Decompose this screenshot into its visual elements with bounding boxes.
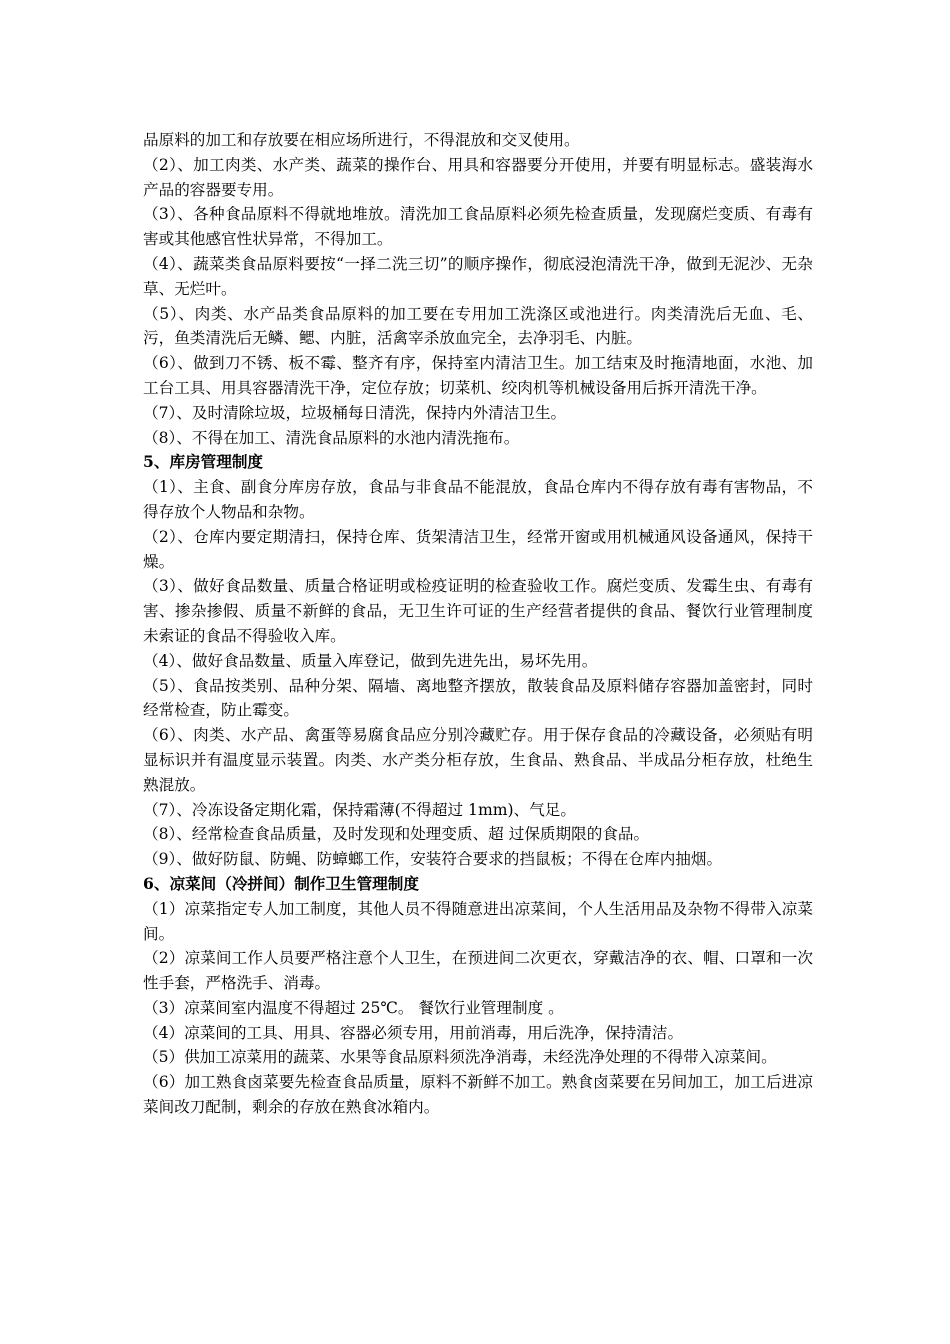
paragraph: （1）、主食、副食分库房存放，食品与非食品不能混放，食品仓库内不得存放有毒有害物品，不得存放个人物品和杂物。	[143, 478, 813, 521]
paragraph: （1）凉菜指定专人加工制度，其他人员不得随意进出凉菜间，个人生活用品及杂物不得带入凉菜间。	[143, 899, 813, 943]
paragraph: （8）、不得在加工、清洗食品原料的水池内清洗拖布。	[143, 428, 520, 447]
paragraph: （3）、做好食品数量、质量合格证明或检疫证明的检查验收工作。腐烂变质、发霉生虫、有毒有害、掺杂掺假、质量不新鲜的食品，无卫生许可证的生产经营者提供的食品、餐饮行业管理制度未索证的食品不得验收入库。	[143, 577, 813, 645]
document-page	[143, 128, 813, 1120]
paragraph: （5）、肉类、水产品类食品原料的加工要在专用加工洗涤区或池进行。肉类清洗后无血、毛、污，鱼类清洗后无鳞、鳃、内脏，活禽宰杀放血完全，去净羽毛、内脏。	[143, 304, 813, 348]
section-heading-cold-dish-room: 6、凉菜间（冷拼间）制作卫生管理制度	[143, 873, 419, 893]
paragraph: （3）凉菜间室内温度不得超过 25℃。 餐饮行业管理制度 。	[143, 998, 564, 1017]
paragraph: （3）、各种食品原料不得就地堆放。清洗加工食品原料必须先检查质量，发现腐烂变质、有毒有害或其他感官性状异常，不得加工。	[143, 205, 813, 249]
paragraph: （4）、蔬菜类食品原料要按“一择二洗三切”的顺序操作，彻底浸泡清洗干净，做到无泥沙、无杂草、无烂叶。	[143, 254, 813, 298]
paragraph: （8）、经常检查食品质量，及时发现和处理变质、超 过保质期限的食品。	[143, 825, 650, 844]
paragraph: （5）供加工凉菜用的蔬菜、水果等食品原料须洗净消毒，未经洗净处理的不得带入凉菜间。	[143, 1048, 777, 1067]
paragraph: （2）凉菜间工作人员要严格注意个人卫生，在预进间二次更衣，穿戴洁净的衣、帽、口罩和一次性手套，严格洗手、消毒。	[143, 949, 813, 993]
paragraph: 品原料的加工和存放要在相应场所进行，不得混放和交叉使用。	[143, 131, 580, 149]
paragraph: （7）、冷冻设备定期化霜，保持霜薄(不得超过 1mm)、气足。	[143, 800, 576, 819]
section-heading-warehouse: 5、库房管理制度	[143, 452, 264, 472]
paragraph: （4）凉菜间的工具、用具、容器必须专用，用前消毒，用后洗净，保持清洁。	[143, 1023, 684, 1042]
paragraph: （6）、做到刀不锈、板不霉、整齐有序，保持室内清洁卫生。加工结束及时拖清地面，水池、加工台工具、用具容器清洗干净，定位存放；切菜机、绞肉机等机械设备用后拆开清洗干净。	[143, 354, 813, 397]
paragraph: （4）、做好食品数量、质量入库登记，做到先进先出，易坏先用。	[143, 651, 598, 670]
paragraph: （7）、及时清除垃圾，垃圾桶每日清洗，保持内外清洁卫生。	[143, 403, 567, 422]
paragraph: （6）加工熟食卤菜要先检查食品质量，原料不新鲜不加工。熟食卤菜要在另间加工，加工后进凉菜间改刀配制，剩余的存放在熟食冰箱内。	[143, 1073, 813, 1117]
paragraph: （9）、做好防鼠、防蝇、防蟑螂工作，安装符合要求的挡鼠板；不得在仓库内抽烟。	[143, 850, 723, 869]
paragraph: （2）、加工肉类、水产类、蔬菜的操作台、用具和容器要分开使用，并要有明显标志。盛装海水产品的容器要专用。	[143, 155, 813, 199]
paragraph: （6）、肉类、水产品、禽蛋等易腐食品应分别冷藏贮存。用于保存食品的冷藏设备，必须贴有明显标识并有温度显示装置。肉类、水产类分柜存放，生食品、熟食品、半成品分柜存放，杜绝生熟混放。	[143, 726, 813, 794]
paragraph: （5）、食品按类别、品种分架、隔墙、离地整齐摆放，散装食品及原料储存容器加盖密封，同时经常检查，防止霉变。	[143, 676, 813, 720]
paragraph: （2）、仓库内要定期清扫，保持仓库、货架清洁卫生，经常开窗或用机械通风设备通风，保持干燥。	[143, 527, 813, 571]
